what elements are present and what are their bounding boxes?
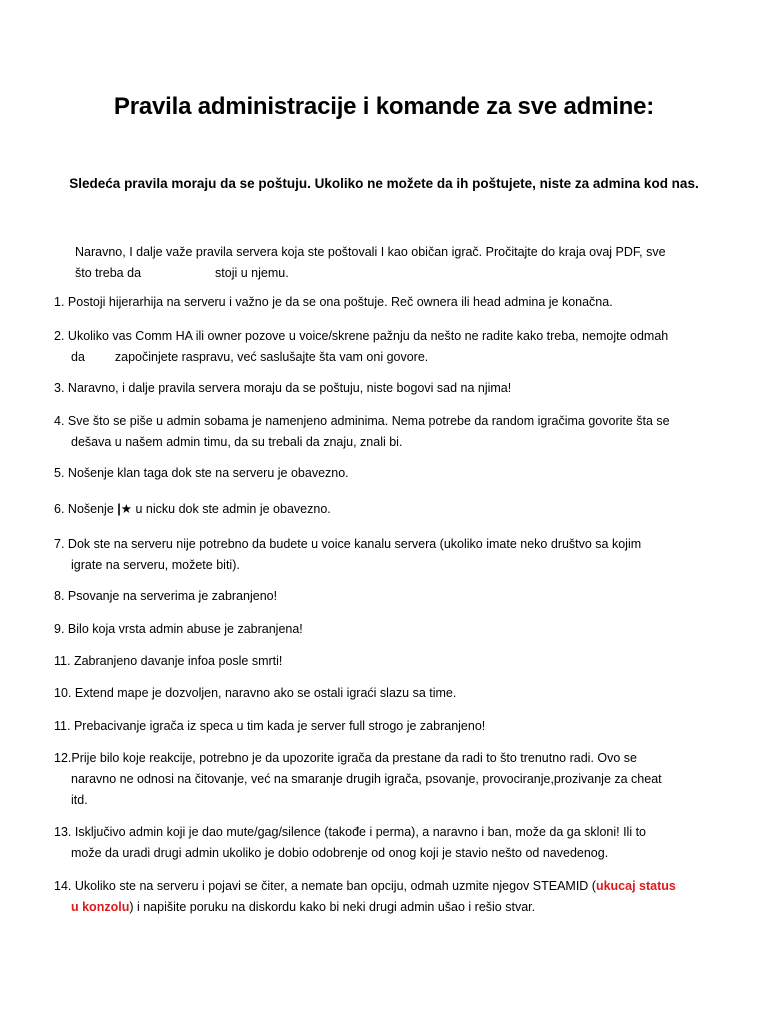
rule-number: 3. [54,381,65,395]
rule-number: 1. [54,295,65,309]
rule-item [54,822,694,864]
rule-text-b: ) i napišite poruku na diskordu kako bi neki drugi admin ušao i rešio stvar. [129,900,536,914]
rule-text-b: u nicku dok ste admin je obavezno. [135,502,331,516]
rule-item [54,619,694,640]
rule-number: 11. [54,654,71,668]
rule-text: Bilo koja vrsta admin abuse je zabranjena! [67,622,303,636]
rule-item [54,716,694,737]
rule-text: Nošenje klan taga dok ste na serveru je obavezno. [67,466,349,480]
rule-text: Ukoliko vas Comm HA ili owner pozove u voice/skrene pažnju da nešto ne radite kako treba, nemojte odmah [67,329,669,343]
intro-line-1: Naravno, I dalje važe pravila servera koja ste poštovali I kao običan igrač. Pročitajte do kraja ovaj PDF, sve [75,245,666,259]
highlight-text-1: ukucaj status [595,879,676,893]
rule-number: 10. [54,686,72,700]
rule-text: Extend mape je dozvoljen, naravno ako se ostali igraći slazu sa time. [74,686,457,700]
intro-line-2a: što treba da [75,266,142,280]
rule-item [54,586,694,607]
rule-number: 2. [54,329,65,343]
rule-text-2b: započinjete raspravu, već saslušajte šta vam oni govore. [114,350,429,364]
rule-text-a: Ukoliko ste na serveru i pojavi se čiter, a nemate ban opciju, odmah uzmite njegov STEAMID ( [74,879,596,893]
highlight-text-2: u konzolu [71,900,130,914]
rule-text-continued: naravno ne odnosi na čitovanje, već na smaranje drugih igrača, psovanje, provociranje,prozivanje za cheat [71,772,662,786]
rule-text-continued [54,897,694,918]
intro-line-2b: stoji u njemu. [215,266,289,280]
rule-text: Zabranjeno davanje infoa posle smrti! [73,654,283,668]
rule-text-2a: da [71,350,85,364]
rule-text: Postoji hijerarhija na serveru i važno je da se ona poštuje. Reč ownera ili head admina je konačna. [67,295,613,309]
clan-tag-star-icon: |★ [117,502,132,516]
intro-paragraph [75,242,695,284]
rule-item [54,683,694,704]
rule-text-continued: dešava u našem admin timu, da su trebali da znaju, znali bi. [71,435,403,449]
rule-text: Prebacivanje igrača iz speca u tim kada je server full strogo je zabranjeno! [73,719,486,733]
rule-number: 4. [54,414,65,428]
document-subtitle: Sledeća pravila moraju da se poštuju. Ukoliko ne možete da ih poštujete, niste za admina kod nas. [69,176,699,191]
rule-text: Naravno, i dalje pravila servera moraju da se poštuju, niste bogovi sad na njima! [67,381,512,395]
rule-item [54,748,694,811]
rule-number: 11. [54,719,71,733]
rule-item [54,651,694,672]
rule-text-continued [54,347,694,368]
rule-text: Isključivo admin koji je dao mute/gag/silence (takođe i perma), a naravno i ban, može da ga skloni! Ili to [74,825,647,839]
rule-number: 9. [54,622,65,636]
rule-number: 7. [54,537,65,551]
rule-item [54,411,694,453]
rule-text: Dok ste na serveru nije potrebno da budete u voice kanalu servera (ukoliko imate neko društvo sa kojim [67,537,642,551]
rule-number: 6. [54,502,65,516]
rule-text-continued: igrate na serveru, možete biti). [71,558,240,572]
rule-text-continued: može da uradi drugi admin ukoliko je dobio odobrenje od onog koji je stavio nešto od navedenog. [71,846,609,860]
rule-item [54,534,694,576]
rule-item [54,463,694,484]
rule-text: Sve što se piše u admin sobama je namenjeno adminima. Nema potrebe da random igračima govorite šta se [67,414,670,428]
rule-number: 13. [54,825,72,839]
rule-text: Psovanje na serverima je zabranjeno! [67,589,278,603]
rule-item [54,326,694,368]
rule-number: 5. [54,466,65,480]
rule-item [54,876,694,918]
rule-item [54,499,694,520]
rule-number: 14. [54,879,72,893]
rule-item [54,378,694,399]
rule-text: Prije bilo koje reakcije, potrebno je da upozorite igrača da prestane da radi to što trenutno radi. Ovo se [71,751,637,765]
rule-number: 12. [54,751,72,765]
rule-number: 8. [54,589,65,603]
rule-item [54,292,694,313]
rule-text-a: Nošenje [67,502,114,516]
rule-text-continued-2: itd. [71,793,88,807]
document-title: Pravila administracije i komande za sve admine: [113,93,655,120]
